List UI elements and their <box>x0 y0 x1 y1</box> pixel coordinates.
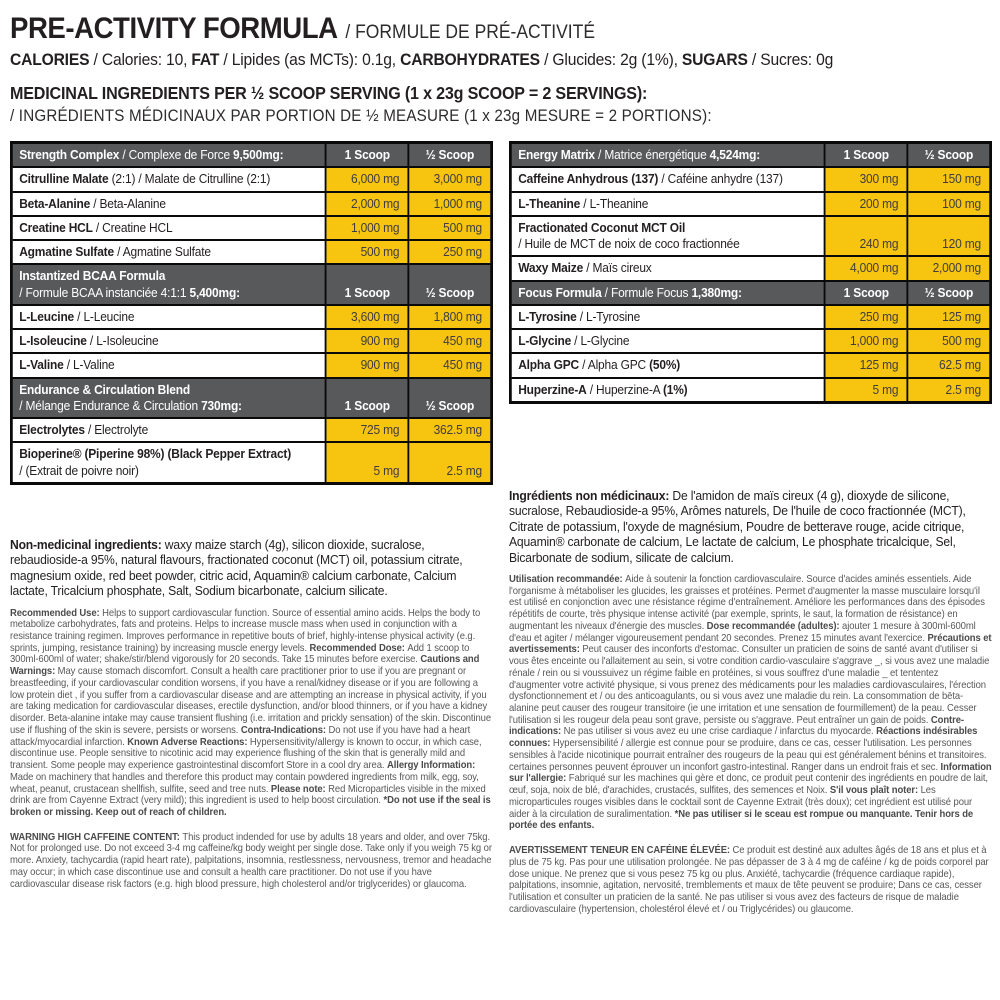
medicinal-heading-fr: / INGRÉDIENTS MÉDICINAUX PAR PORTION DE ½ MEASURE (1 x 23g MESURE = 2 PORTIONS): <box>10 107 712 125</box>
half-scoop-column-header: ½ Scoop <box>409 378 492 419</box>
ingredient-label: Bioperine® (Piperine 98%) (Black Pepper Extract) / (Extrait de poivre noir) <box>11 442 326 483</box>
caffeine-warning-en: WARNING HIGH CAFFEINE CONTENT: This product indended for use by adults 18 years and older, and over 75kg. Not for prolonged use. Do not exceed 3-4 mg caffeine/kg body weight per single dose. Take only if you weigh 75 kg or more. Anxiety, tachycardia (rapid heart rate), palpitations, insomnia, restlessness, nervousness, tremor and headache may occur; in which case discontinue use and consult a health care practitioner. Do not use if you have cardiovascular disease risk factors (e.g. high blood pressure, high cholesterol and/or triglycerides) or glaucoma. <box>10 831 492 890</box>
product-title-en: PRE-ACTIVITY FORMULA <box>10 12 338 45</box>
one-scoop-amount: 900 mg <box>326 329 409 353</box>
one-scoop-column-header: 1 Scoop <box>326 264 409 305</box>
ingredient-label: L-Valine / L-Valine <box>11 353 326 377</box>
ingredient-row <box>11 240 491 264</box>
content-columns <box>10 141 992 916</box>
half-scoop-amount: 1,000 mg <box>409 192 492 216</box>
ingredient-label: Instantized BCAA Formula / Formule BCAA instanciée 4:1:1 5,400mg: <box>11 264 326 305</box>
half-scoop-amount: 150 mg <box>908 167 991 191</box>
ingredient-row <box>510 256 990 280</box>
half-scoop-amount: 450 mg <box>409 329 492 353</box>
ingredient-label: Electrolytes / Electrolyte <box>11 418 326 442</box>
half-scoop-amount: 1,800 mg <box>409 305 492 329</box>
one-scoop-amount: 200 mg <box>825 192 908 216</box>
label-header <box>10 12 992 126</box>
non-medicinal-ingredients-fr: Ingrédients non médicinaux: De l'amidon de maïs cireux (4 g), dioxyde de silicone, sucralose, Rebaudioside-a 95%, Arômes naturels, De l'huile de coco fractionnée (MCT), Citrate de potassium, l'oxyde de magnésium, Poudre de betterave rouge, acide citrique, Aquamin® carbonate de calcium, Le lactate de calcium, Le phosphate tricalcique, Sel, Bicarbonate de sodium, silicate de calcium. <box>509 487 966 565</box>
half-scoop-amount: 2.5 mg <box>908 378 991 403</box>
one-scoop-amount: 1,000 mg <box>825 329 908 353</box>
one-scoop-amount: 6,000 mg <box>326 167 409 191</box>
ingredient-row <box>510 167 990 191</box>
one-scoop-amount: 1,000 mg <box>326 216 409 240</box>
half-scoop-amount: 500 mg <box>908 329 991 353</box>
one-scoop-amount: 500 mg <box>326 240 409 264</box>
ingredient-row <box>11 329 491 353</box>
ingredient-row <box>11 216 491 240</box>
one-scoop-column-header: 1 Scoop <box>825 281 908 305</box>
ingredient-row <box>11 167 491 191</box>
left-column <box>10 141 493 916</box>
ingredient-label: L-Leucine / L-Leucine <box>11 305 326 329</box>
one-scoop-amount: 125 mg <box>825 353 908 377</box>
right-column <box>509 141 992 916</box>
half-scoop-amount: 3,000 mg <box>409 167 492 191</box>
ingredient-label: Caffeine Anhydrous (137) / Caféine anhydre (137) <box>510 167 825 191</box>
strength-endurance-table <box>10 141 493 485</box>
half-scoop-amount: 2.5 mg <box>409 442 492 483</box>
left-table-wrap <box>10 141 493 485</box>
one-scoop-amount: 900 mg <box>326 353 409 377</box>
product-title-fr: / FORMULE DE PRÉ-ACTIVITÉ <box>345 22 596 43</box>
ingredient-label: L-Glycine / L-Glycine <box>510 329 825 353</box>
half-scoop-column-header: ½ Scoop <box>908 143 991 168</box>
half-scoop-amount: 362.5 mg <box>409 418 492 442</box>
one-scoop-column-header: 1 Scoop <box>326 378 409 419</box>
one-scoop-amount: 4,000 mg <box>825 256 908 280</box>
ingredient-label: Citrulline Malate (2:1) / Malate de Citrulline (2:1) <box>11 167 326 191</box>
ingredient-row <box>510 216 990 257</box>
half-scoop-amount: 100 mg <box>908 192 991 216</box>
ingredient-label: Agmatine Sulfate / Agmatine Sulfate <box>11 240 326 264</box>
ingredient-label: L-Theanine / L-Theanine <box>510 192 825 216</box>
half-scoop-amount: 62.5 mg <box>908 353 991 377</box>
ingredient-row <box>510 329 990 353</box>
section-header-row <box>11 143 491 168</box>
left-text-block <box>10 537 493 891</box>
recommended-use-warnings-en: Recommended Use: Helps to support cardiovascular function. Source of essential amino acids. Helps the body to metabolize carbohydrates, fats and proteins. Helps to increase muscle mass when used in conjunction with a resistance training regimen. Improves performance in repetitive bouts of brief, highly-intense physical activity (e.g. sprints, jumping, resistance training) by increasing muscle energy levels. Recommended Dose: Add 1 scoop to 300ml-600ml of water; shake/stir/blend vigorously for 20 seconds. Take 15 minutes before exercise. Cautions and Warnings: May cause stomach discomfort. Consult a health care practitioner prior to use if you are pregnant or breastfeeding, if your cardiovascular condition worsens, if you have a renal/kidney disease or if you are following a low protein diet , if you suffer from a cardiovascular disease and are attempting an increase in physical activity, if you are taking medication for cardiovascular diseases, erectile dysfunction, and/or blood thinners, or if you have a kidney disorder. Beta-alanine intake may cause transient flushing (i.e. irritation and prickly sensation) of the skin. Discontinue use if flushing of the skin is severe, persists or worsens. Contra-Indications: Do not use if you have had a heart attack/myocardial infarction. Known Adverse Reactions: Hypersensitivity/allergy is known to occur, in which case, discontinue use. People sensitive to nicotinic acid may experience flushing of the skin that is generally mild and transient. Some people may experience gastrointestinal discomfort Store in a cool dry area. Allergy Information: Made on machinery that handles and therefore this product may contain powdered ingredients from milk, egg, soy, wheat, peanut, crustacean shellfish, sulfite, seed and tree nuts. Please note: Red Microparticles visible in the mixed drink are from Cayenne Extract (very mild); this ingredient is used to help boost circulation. *Do not use if the seal is broken or missing. Keep out of reach of children. <box>10 607 492 818</box>
right-text-block <box>509 488 992 916</box>
ingredient-row <box>11 418 491 442</box>
ingredient-row <box>510 378 990 403</box>
one-scoop-amount: 300 mg <box>825 167 908 191</box>
half-scoop-amount: 120 mg <box>908 216 991 257</box>
half-scoop-amount: 450 mg <box>409 353 492 377</box>
section-header-row <box>510 281 990 305</box>
ingredient-label: Fractionated Coconut MCT Oil / Huile de MCT de noix de coco fractionnée <box>510 216 825 257</box>
half-scoop-amount: 500 mg <box>409 216 492 240</box>
caffeine-warning-fr: AVERTISSEMENT TENEUR EN CAFÉINE ÉLEVÉE: Ce produit est destiné aux adultes âgés de 18 ans et plus et à plus de 75 kg. Pas pour une utilisation prolongée. Ne pas dépasser de 3 à 4 mg de caféine / kg de poids corporel par dose unique. Ne prenez que si vous pesez 75 kg ou plus. Anxiété, tachycardie (fréquence cardiaque rapide), palpitations, insomnie, agitation, nervosité, tremblements et maux de tête peuvent se produire; Dans ce cas, cesser l'utilisation et consulter un praticien de la santé. Ne pas utiliser si vous avez des facteurs de risque de maladie cardiovasculaire (hypertension, cholestérol élevé et / ou Triglycérides) ou glaucome. <box>509 845 989 915</box>
nutrition-summary-line: CALORIES / Calories: 10, FAT / Lipides (as MCTs): 0.1g, CARBOHYDRATES / Glucides: 2g (1%), SUGARS / Sucres: 0g <box>10 50 834 69</box>
ingredient-label: Energy Matrix / Matrice énergétique 4,524mg: <box>510 143 825 168</box>
one-scoop-amount: 2,000 mg <box>326 192 409 216</box>
one-scoop-column-header: 1 Scoop <box>326 143 409 168</box>
one-scoop-amount: 725 mg <box>326 418 409 442</box>
one-scoop-amount: 250 mg <box>825 305 908 329</box>
ingredient-row <box>11 192 491 216</box>
ingredient-label: Strength Complex / Complexe de Force 9,500mg: <box>11 143 326 168</box>
recommended-use-warnings-fr: Utilisation recommandée: Aide à soutenir la fonction cardiovasculaire. Source d'acides aminés essentiels. Aide l'organisme à métaboliser les glucides, les graisses et protéines. Permet d'augmenter la masse musculaire lorsqu'il est utilisé en conjonction avec une résistance régime d'entraînement. Améliore les performances dans des épisodes répétitifs de courte, très physique intense activité (par exemple, sprints, le saut, la formation de résistance) en augmentant les niveaux d'énergie des muscles. Dose recommandée (adultes): ajouter 1 mesure à 300ml-600ml d'eau et agiter / mélanger vigoureusement pendant 20 secondes. Prenez 15 minutes avant l'exercice. Précautions et avertissements: Peut causer des inconforts d'estomac. Consulter un praticien de soins de santé avant d'utiliser si vous êtes enceinte ou l'allaitement au sein, si votre condition cardio-vasculaire s'aggrave _, si vous avez une maladie rénale / rein ou si voussuivez un régime faible en protéines, si vous souffrez d'une maladie _ et tententez d'augmenter votre activité physique, si vous prenez des médicaments pour les maladies cardiovasculaires, l'érection dysfonctionnement et / ou des anticoagulants, ou si vous avez une maladie du rein. La consommation de bēta-alanine peut causer des rougeur transitoire (ie une irritation et une sensation de fourmillement) de la peau. Cesser l'utilisation si les rougeur dela peau sont grave, persiste ou s'aggrave. Peut entraîner un gain de poids. Contre-indications: Ne pas utiliser si vous avez eu une crise cardiaque / infarctus du myocarde. Réactions indésirables connues: Hypersensibilité / allergie est connue pour se produire, dans ce cas, cesser l'utilisation. Les personnes sensibles à l'acide nicotinique pourrait entraîner des rougeurs de la peau qui est généralement bénins et transitoires. certaines personnes peuvent éprouver un inconfort gastro-intestinal. Ranger dans un endroit frais et sec. Information sur l'allergie: Fabriqué sur les machines qui gère et donc, ce produit peut contenir des ingrédients en poudre de lait, œuf, soja, noix de blé, d'arachides, crustacés, sulfites, des semences et Noix. S'il vous plaît noter: Les microparticules rouges visibles dans le cocktail sont de Cayenne Extrait (très doux); cet ingrédient est utilisé pour aider à la circulation de suralimentation. *Ne pas utiliser si le sceau est rompue ou manquante. Tenir hors de portée des enfants. <box>509 573 992 832</box>
right-table-wrap <box>509 141 992 404</box>
ingredient-row <box>11 442 491 483</box>
section-header-row <box>11 264 491 305</box>
medicinal-heading-en: MEDICINAL INGREDIENTS PER ½ SCOOP SERVING (1 x 23g SCOOP = 2 SERVINGS): <box>10 83 648 103</box>
one-scoop-amount: 5 mg <box>825 378 908 403</box>
ingredient-row <box>510 305 990 329</box>
one-scoop-amount: 5 mg <box>326 442 409 483</box>
ingredient-label: Endurance & Circulation Blend / Mélange Endurance & Circulation 730mg: <box>11 378 326 419</box>
ingredient-row <box>510 353 990 377</box>
ingredient-row <box>11 305 491 329</box>
one-scoop-amount: 240 mg <box>825 216 908 257</box>
half-scoop-column-header: ½ Scoop <box>409 264 492 305</box>
ingredient-row <box>11 353 491 377</box>
title-line <box>10 12 992 46</box>
half-scoop-column-header: ½ Scoop <box>409 143 492 168</box>
half-scoop-amount: 125 mg <box>908 305 991 329</box>
non-medicinal-ingredients-en: Non-medicinal ingredients: waxy maize starch (4g), silicon dioxide, sucralose, rebaudioside-a 95%, natural flavours, fractionated coconut (MCT) oil, potassium citrate, magnesium oxide, red beet powder, citric acid, Aquamin® calcium carbonate, Calcium lactate, Tricalcium phosphate, Salt, Sodium bicarbonate, calcium silicate. <box>10 536 463 599</box>
energy-focus-table <box>509 141 992 404</box>
half-scoop-amount: 250 mg <box>409 240 492 264</box>
ingredient-label: L-Tyrosine / L-Tyrosine <box>510 305 825 329</box>
ingredient-label: Creatine HCL / Creatine HCL <box>11 216 326 240</box>
one-scoop-amount: 3,600 mg <box>326 305 409 329</box>
ingredient-label: L-Isoleucine / L-Isoleucine <box>11 329 326 353</box>
ingredient-label: Alpha GPC / Alpha GPC (50%) <box>510 353 825 377</box>
ingredient-label: Huperzine-A / Huperzine-A (1%) <box>510 378 825 403</box>
ingredient-label: Waxy Maize / Maïs cireux <box>510 256 825 280</box>
section-header-row <box>11 378 491 419</box>
half-scoop-amount: 2,000 mg <box>908 256 991 280</box>
half-scoop-column-header: ½ Scoop <box>908 281 991 305</box>
ingredient-label: Focus Formula / Formule Focus 1,380mg: <box>510 281 825 305</box>
ingredient-label: Beta-Alanine / Beta-Alanine <box>11 192 326 216</box>
section-header-row <box>510 143 990 168</box>
ingredient-row <box>510 192 990 216</box>
one-scoop-column-header: 1 Scoop <box>825 143 908 168</box>
